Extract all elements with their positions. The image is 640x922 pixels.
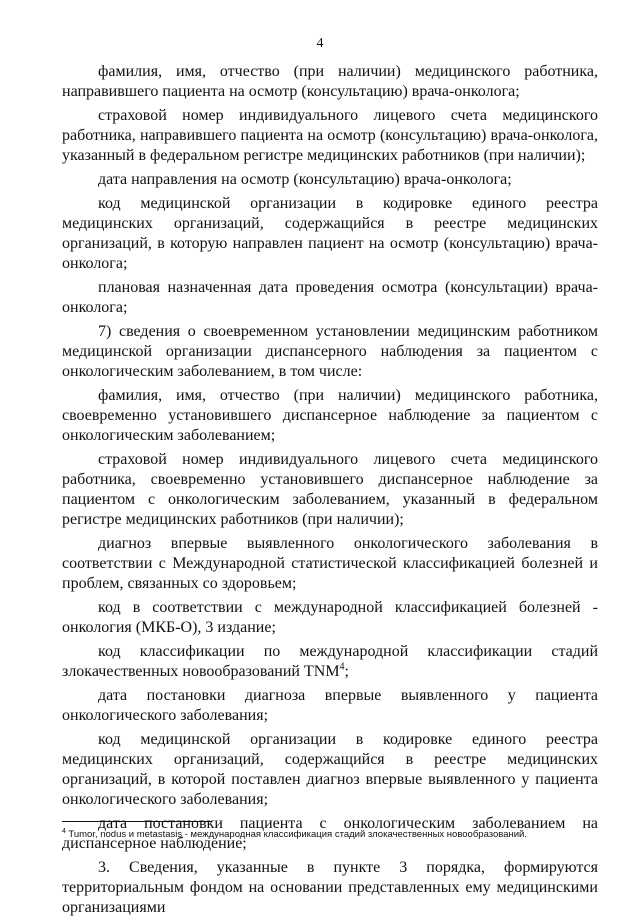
paragraph: страховой номер индивидуального лицевого счета медицинского работника, направившего пациента на осмотр (консультацию) врача-онколога, указанный в федеральном регистре медицинских работников (при наличии); [62, 107, 598, 164]
page-number: 4 [316, 36, 324, 51]
footnote [62, 829, 598, 841]
tnm-text: код классификации по международной классификации стадий злокачественных новообразований TNM [62, 643, 598, 680]
paragraph: диагноз впервые выявленного онкологического заболевания в соответствии с Международной статистической классификацией болезней и проблем, связанных со здоровьем; [62, 535, 598, 592]
paragraph: фамилия, имя, отчество (при наличии) медицинского работника, своевременно установившего диспансерное наблюдение за пациентом с онкологическим заболеванием; [62, 387, 598, 444]
footnote-text: Tumor, nodus и metastasis - международная классификация стадий злокачественных новообразований. [68, 829, 527, 840]
paragraph: дата постановки пациента с онкологическим заболеванием на диспансерное наблюдение; [62, 815, 598, 852]
paragraph: 3. Сведения, указанные в пункте 3 порядка, формируются территориальным фондом на основании представленных ему медицинскими организациями [62, 859, 598, 916]
paragraph: плановая назначенная дата проведения осмотра (консультации) врача-онколога; [62, 279, 598, 316]
paragraph: код медицинской организации в кодировке единого реестра медицинских организаций, содержащийся в реестре медицинских организаций, в которой поставлен диагноз впервые выявленного у пациента онкологического заболевания; [62, 731, 598, 808]
paragraph: страховой номер индивидуального лицевого счета медицинского работника, своевременно установившего диспансерное наблюдение за пациентом с онкологическим заболеванием, указанный в федеральном регистре медицинских работников (при наличии); [62, 451, 598, 528]
footnote-marker: 4 [62, 827, 66, 835]
paragraph: 7) сведения о своевременном установлении медицинским работником медицинской организации диспансерного наблюдения за пациентом с онкологическим заболеванием, в том числе: [62, 323, 598, 380]
paragraph: код медицинской организации в кодировке единого реестра медицинских организаций, содержащийся в реестре медицинских организаций, в которую направлен пациент на осмотр (консультацию) врача-онколога; [62, 195, 598, 272]
paragraph: дата постановки диагноза впервые выявленного у пациента онкологического заболевания; [62, 687, 598, 724]
footnote-reference[interactable]: 4 [339, 661, 345, 673]
footnote-divider [62, 821, 212, 822]
document-body [62, 62, 598, 922]
paragraph: дата направления на осмотр (консультацию) врача-онколога; [98, 171, 512, 188]
tnm-paragraph [62, 642, 598, 682]
paragraph: фамилия, имя, отчество (при наличии) медицинского работника, направившего пациента на осмотр (консультацию) врача-онколога; [62, 63, 598, 100]
paragraph: код в соответствии с международной классификацией болезней - онкология (МКБ-О), 3 издание; [62, 599, 598, 636]
tnm-ending: ; [344, 663, 349, 680]
